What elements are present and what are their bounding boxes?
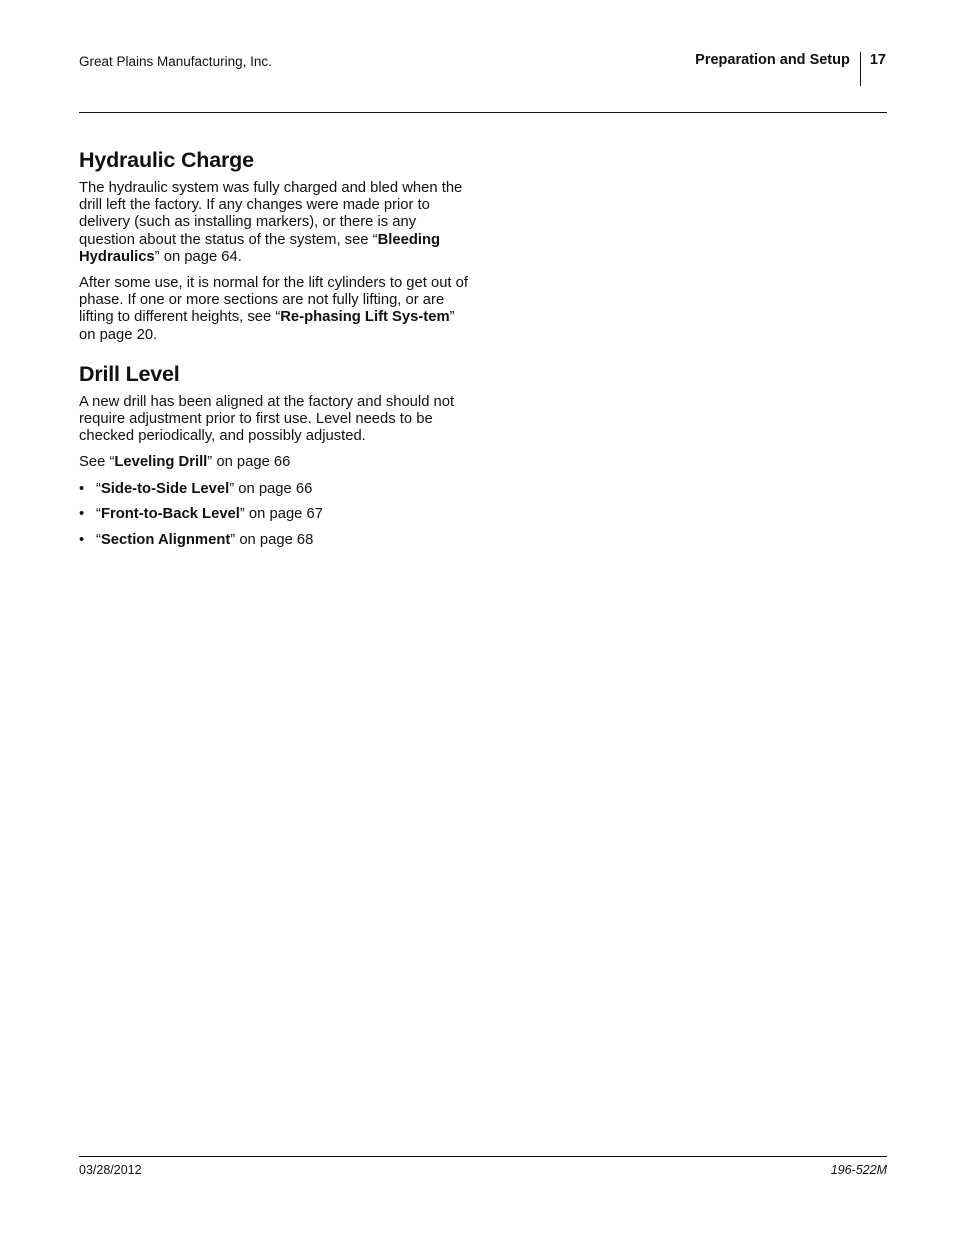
footer-date: 03/28/2012 (79, 1163, 142, 1177)
list-item (79, 532, 471, 549)
hydraulic-p1-after: ” on page 64. (154, 248, 242, 265)
see-after: ” on page 66 (207, 454, 291, 471)
open-quote: “ (96, 480, 101, 497)
hydraulic-paragraph-2 (79, 275, 471, 344)
bleeding-hydraulics-link[interactable]: Bleeding Hydraulics (79, 231, 441, 265)
rephasing-lift-system-link[interactable]: Re-phasing Lift Sys-tem (280, 309, 450, 326)
footer-doc-number: 196-522M (830, 1163, 887, 1177)
list-item-after: ” on page 68 (230, 532, 314, 549)
header-rule (79, 112, 887, 113)
footer-rule (79, 1156, 887, 1157)
side-to-side-level-link[interactable]: Side-to-Side Level (100, 480, 230, 497)
open-quote: “ (96, 532, 101, 549)
hydraulic-charge-heading: Hydraulic Charge (79, 148, 254, 172)
section-title: Preparation and Setup (695, 52, 850, 68)
drill-level-paragraph: A new drill has been aligned at the factory and should not require adjustment prior to first use. Level needs to be checked periodically, and possibly adjusted. (79, 393, 455, 445)
hydraulic-p1-text: The hydraulic system was fully charged and bled when the drill left the factory. If any changes were made prior to delivery (such as installing markers), or there is any question about the status of the system, see “ (79, 180, 463, 248)
main-content (79, 147, 471, 558)
header-right (695, 52, 886, 86)
open-quote: “ (96, 506, 101, 523)
list-item (79, 481, 471, 498)
see-leveling-drill (79, 454, 471, 471)
section-alignment-link[interactable]: Section Alignment (100, 532, 231, 549)
hydraulic-p2-text: After some use, it is normal for the lift cylinders to get out of phase. If one or more sections are not fully lifting, or are lifting to different heights, see “ (79, 275, 468, 326)
list-item-after: ” on page 66 (229, 480, 313, 497)
bullet-icon: • (79, 480, 85, 497)
drill-level-heading: Drill Level (79, 361, 180, 386)
leveling-list (79, 481, 471, 550)
leveling-drill-link[interactable]: Leveling Drill (114, 454, 208, 471)
list-item (79, 506, 471, 523)
header-divider (860, 52, 861, 86)
hydraulic-p2-after: ” on page 20. (79, 309, 455, 343)
company-name: Great Plains Manufacturing, Inc. (79, 54, 272, 69)
list-item-after: ” on page 67 (239, 506, 323, 523)
see-prefix: See “ (79, 454, 115, 471)
hydraulic-paragraph-1 (79, 180, 471, 266)
front-to-back-level-link[interactable]: Front-to-Back Level (100, 506, 240, 523)
page-number: 17 (869, 52, 886, 68)
bullet-icon: • (79, 506, 85, 523)
bullet-icon: • (79, 532, 85, 549)
